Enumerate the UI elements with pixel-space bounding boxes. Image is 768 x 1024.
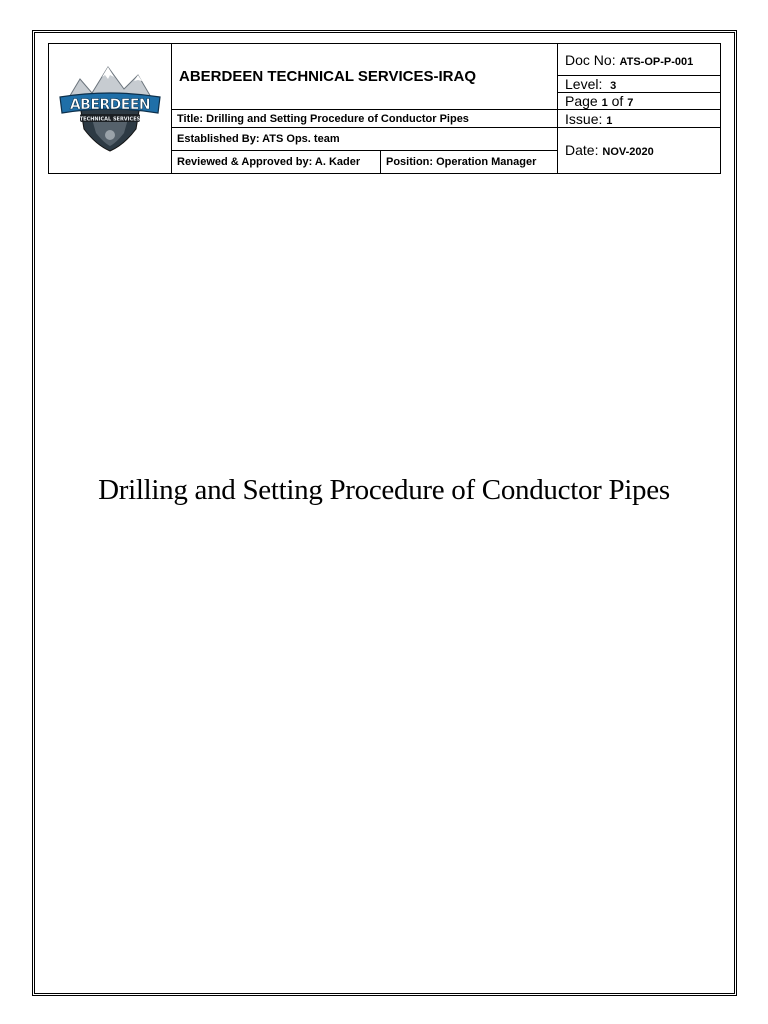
reviewed-by: Reviewed & Approved by: A. Kader: [172, 150, 381, 173]
document-title-line: Title: Drilling and Setting Procedure of Conductor Pipes: [172, 110, 558, 127]
issue-label: Issue:: [565, 110, 603, 127]
date-label: Date:: [565, 142, 599, 159]
logo-sub-text: TECHNICAL SERVICES: [79, 116, 141, 123]
logo-main-text: ABERDEEN: [69, 97, 151, 113]
issue-value: 1: [606, 114, 613, 127]
page-inner-border: [34, 32, 735, 994]
doc-number-cell: [558, 44, 721, 76]
level-label: Level:: [565, 76, 603, 93]
page-cell: [558, 93, 721, 110]
page-of: of: [611, 93, 624, 110]
established-by: Established By: ATS Ops. team: [172, 127, 558, 150]
page-label: Page: [565, 93, 598, 110]
date-value: NOV-2020: [602, 146, 654, 159]
company-name: ABERDEEN TECHNICAL SERVICES-IRAQ: [172, 44, 558, 110]
doc-number-label: Doc No:: [565, 51, 616, 68]
level-cell: [558, 76, 721, 93]
date-cell: [558, 127, 721, 173]
page-total: 7: [627, 97, 634, 110]
position: Position: Operation Manager: [381, 150, 558, 173]
page-current: 1: [601, 97, 608, 110]
doc-number-value: ATS-OP-P-001: [619, 55, 694, 68]
document-header-table: [48, 43, 721, 174]
aberdeen-logo: [58, 59, 162, 155]
level-value: 3: [610, 80, 617, 93]
logo-cell: [49, 44, 172, 174]
issue-cell: [558, 110, 721, 127]
document-main-title: Drilling and Setting Procedure of Conductor Pipes: [98, 474, 670, 506]
